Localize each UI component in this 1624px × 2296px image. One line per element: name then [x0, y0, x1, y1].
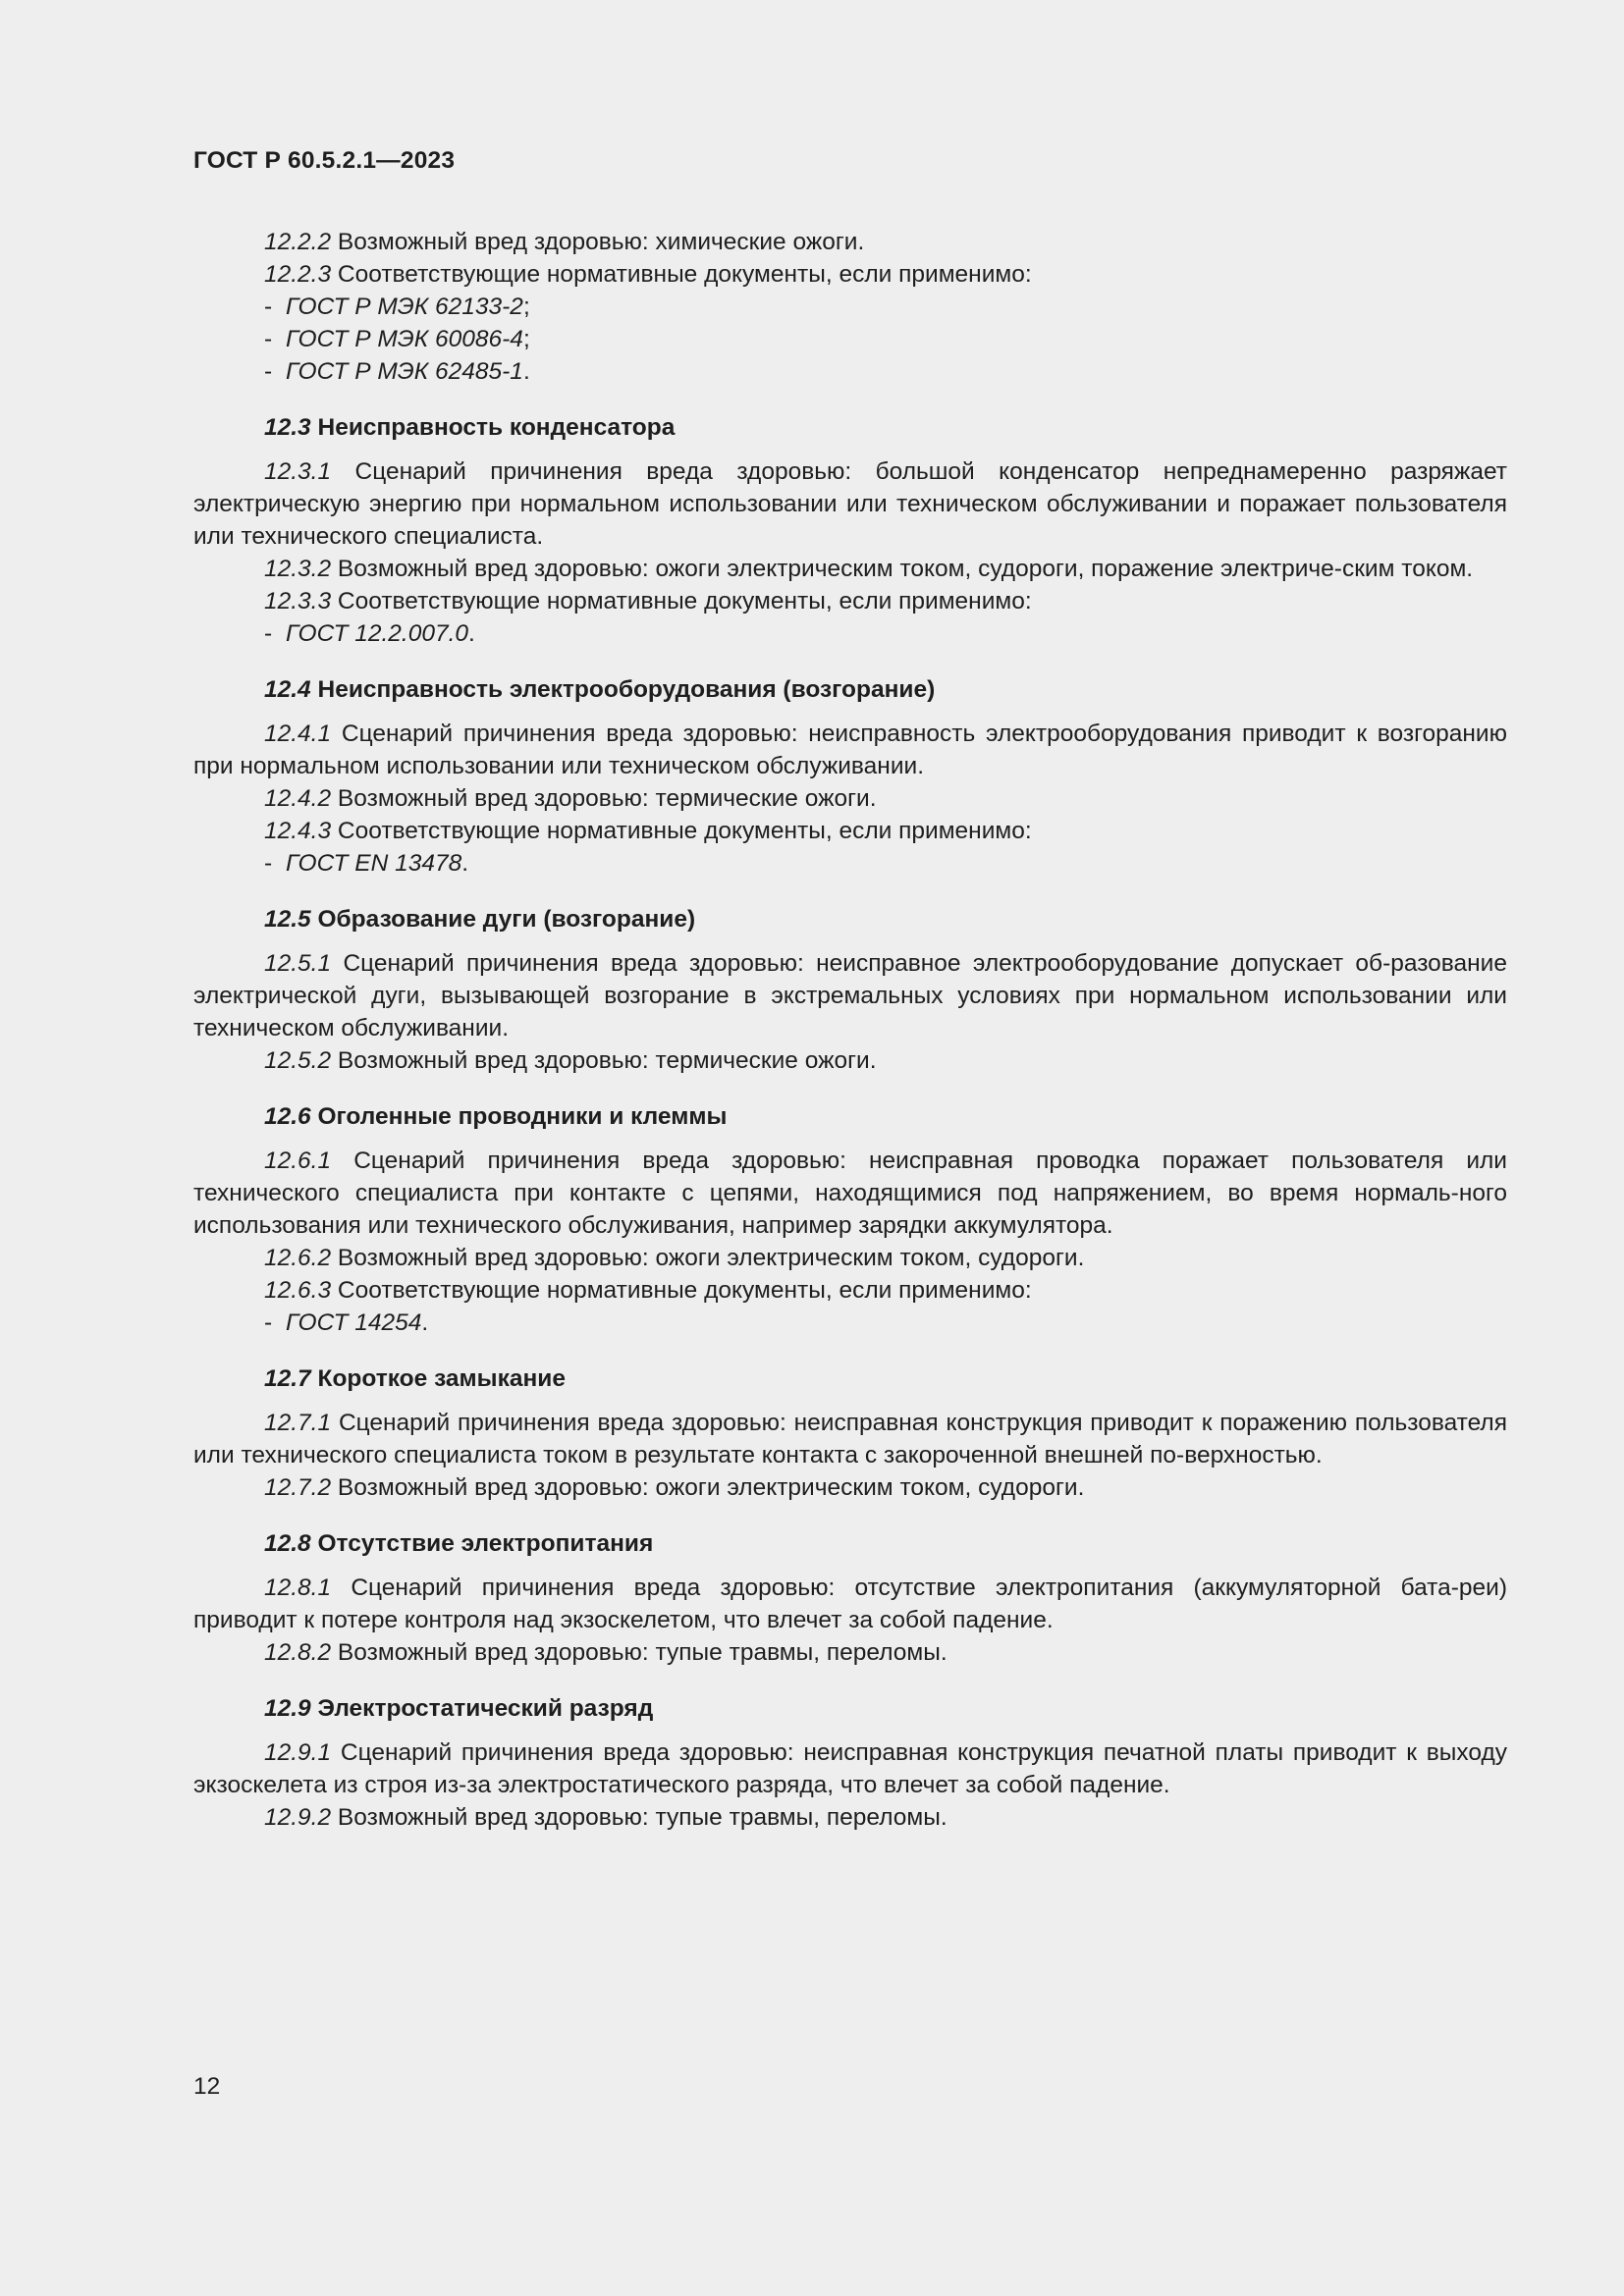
paragraph-12-4-1: 12.4.1 Сценарий причинения вреда здоровью: неисправность электрооборудования приводит к возгоранию при нормальном использовании или техническом обслуживании. — [193, 721, 1507, 779]
clause-text: Соответствующие нормативные документы, если применимо: — [331, 261, 1032, 288]
page-number: 12 — [193, 2073, 221, 2100]
clause-number: 12.2.2 — [264, 229, 332, 255]
section-heading-12-4: 12.4 Неисправность электрооборудования (возгорание) — [264, 676, 936, 703]
reference-list-item: - ГОСТ 14254. — [264, 1309, 429, 1336]
reference-list-item: - ГОСТ Р МЭК 62485-1. — [264, 358, 530, 385]
section-heading-12-8: 12.8 Отсутствие электропитания — [264, 1530, 654, 1557]
paragraph-12-3-1: 12.3.1 Сценарий причинения вреда здоровью: большой конденсатор непреднамеренно разряжает электрическую энергию при нормальном использовании или техническом обслуживании и поражает пользователя или технического специалиста. — [193, 458, 1507, 550]
reference-list-item: - ГОСТ Р МЭК 62133-2; — [264, 294, 530, 320]
standard-code-header: ГОСТ Р 60.5.2.1—2023 — [193, 147, 456, 174]
paragraph-12-4-2: 12.4.2 Возможный вред здоровью: термические ожоги. — [264, 785, 877, 812]
section-heading-12-3: 12.3 Неисправность конденсатора — [264, 414, 676, 441]
section-heading-12-7: 12.7 Короткое замыкание — [264, 1365, 566, 1392]
paragraph-12-9-2: 12.9.2 Возможный вред здоровью: тупые травмы, переломы. — [264, 1804, 947, 1831]
paragraph-12-2-2 — [193, 226, 1507, 258]
reference-list-item: - ГОСТ EN 13478. — [264, 850, 469, 877]
paragraph-12-5-2: 12.5.2 Возможный вред здоровью: термические ожоги. — [264, 1047, 877, 1074]
section-heading-12-9: 12.9 Электростатический разряд — [264, 1695, 654, 1722]
clause-number: 12.2.3 — [264, 261, 332, 288]
paragraph-12-7-2: 12.7.2 Возможный вред здоровью: ожоги электрическим током, судороги. — [264, 1474, 1085, 1501]
reference-list-item: - ГОСТ 12.2.007.0. — [264, 620, 475, 647]
reference-standard: ГОСТ Р МЭК 62485-1 — [286, 358, 523, 385]
paragraph-12-5-1: 12.5.1 Сценарий причинения вреда здоровью: неисправное электрооборудование допускает об-разование электрической дуги, вызывающей возгорание в экстремальных условиях при нормальном использовании или техническом обслуживании. — [193, 950, 1507, 1041]
paragraph-12-9-1: 12.9.1 Сценарий причинения вреда здоровью: неисправная конструкция печатной платы приводит к выходу экзоскелета из строя из-за электростатического разряда, что влечет за собой падение. — [193, 1739, 1507, 1798]
reference-standard: ГОСТ 14254 — [286, 1309, 422, 1336]
reference-standard: ГОСТ Р МЭК 60086-4 — [286, 326, 523, 352]
paragraph-12-6-2: 12.6.2 Возможный вред здоровью: ожоги электрическим током, судороги. — [264, 1245, 1085, 1271]
section-heading-12-6: 12.6 Оголенные проводники и клеммы — [264, 1103, 728, 1130]
section-heading-12-5: 12.5 Образование дуги (возгорание) — [264, 906, 696, 933]
paragraph-12-6-1: 12.6.1 Сценарий причинения вреда здоровью: неисправная проводка поражает пользователя или технического специалиста при контакте с цепями, находящимися под напряжением, во время нормаль-ного использования или технического обслуживания, например зарядки аккумулятора. — [193, 1148, 1507, 1239]
paragraph-12-6-3: 12.6.3 Соответствующие нормативные документы, если применимо: — [264, 1277, 1032, 1304]
clause-text: Возможный вред здоровью: химические ожоги. — [331, 229, 865, 255]
paragraph-12-3-2: 12.3.2 Возможный вред здоровью: ожоги электрическим током, судороги, поражение электриче-ским током. — [264, 556, 1474, 582]
paragraph-12-7-1: 12.7.1 Сценарий причинения вреда здоровью: неисправная конструкция приводит к поражению пользователя или технического специалиста током в результате контакта с закороченной внешней по-верхностью. — [193, 1410, 1507, 1468]
paragraph-12-8-2: 12.8.2 Возможный вред здоровью: тупые травмы, переломы. — [264, 1639, 947, 1666]
paragraph-12-2-3 — [193, 258, 1507, 291]
paragraph-12-4-3: 12.4.3 Соответствующие нормативные документы, если применимо: — [264, 818, 1032, 844]
paragraph-12-8-1: 12.8.1 Сценарий причинения вреда здоровью: отсутствие электропитания (аккумуляторной бата-реи) приводит к потере контроля над экзоскелетом, что влечет за собой падение. — [193, 1575, 1507, 1633]
reference-list-item: - ГОСТ Р МЭК 60086-4; — [264, 326, 530, 352]
reference-standard: ГОСТ EN 13478 — [286, 850, 462, 877]
reference-standard: ГОСТ Р МЭК 62133-2 — [286, 294, 523, 320]
document-body — [193, 226, 1507, 1834]
paragraph-12-3-3: 12.3.3 Соответствующие нормативные документы, если применимо: — [264, 588, 1032, 614]
reference-standard: ГОСТ 12.2.007.0 — [286, 620, 469, 647]
